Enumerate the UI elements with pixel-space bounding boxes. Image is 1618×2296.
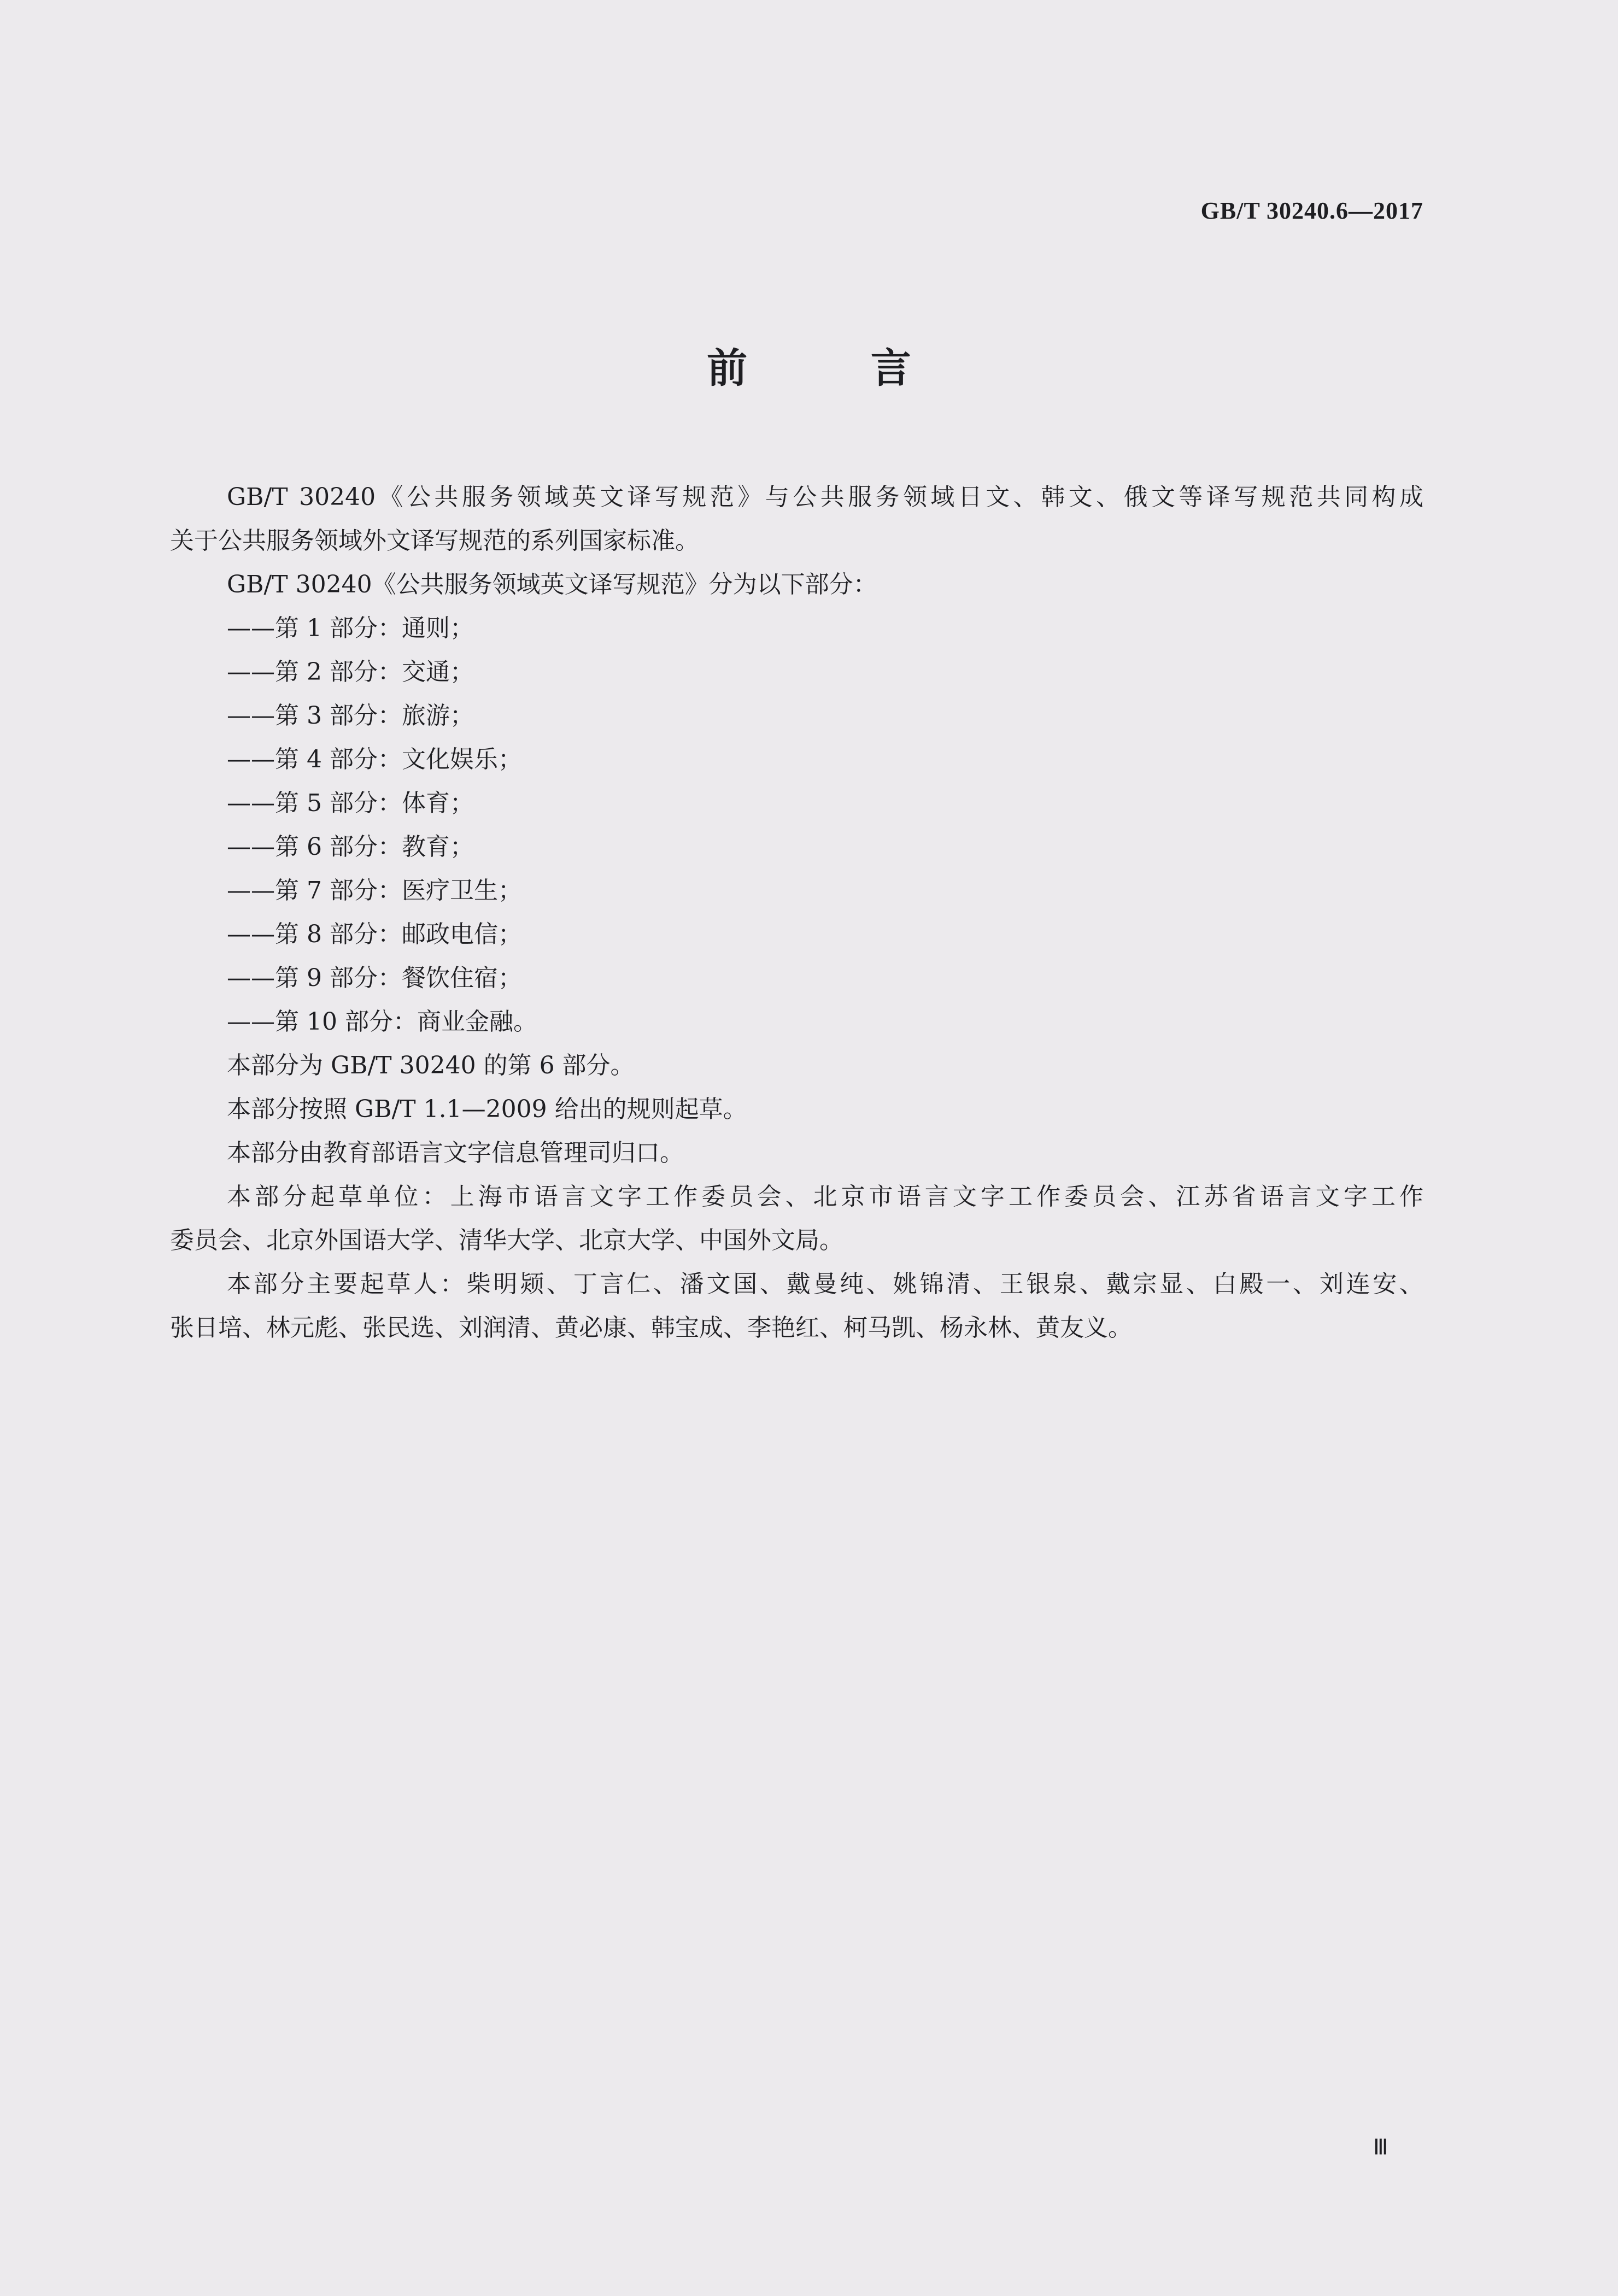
- standard-number: GB/T 30240.6—2017: [1200, 197, 1423, 224]
- list-item: ——第 9 部分：餐饮住宿；: [227, 964, 522, 992]
- list-item: ——第 8 部分：邮政电信；: [227, 920, 522, 948]
- list-item: ——第 3 部分：旅游；: [227, 702, 474, 730]
- page-number: Ⅲ: [1373, 2135, 1388, 2159]
- list-item: ——第 2 部分：交通；: [227, 658, 474, 686]
- paragraph: 本部分由教育部语言文字信息管理司归口。: [227, 1139, 684, 1167]
- paragraph-line: 本部分起草单位：上海市语言文字工作委员会、北京市语言文字工作委员会、江苏省语言文字工作: [227, 1183, 1423, 1211]
- list-item: ——第 10 部分：商业金融。: [227, 1008, 537, 1036]
- list-item: ——第 1 部分：通则；: [227, 614, 474, 642]
- paragraph: 本部分按照 GB/T 1.1—2009 给出的规则起草。: [227, 1095, 747, 1123]
- list-item: ——第 5 部分：体育；: [227, 789, 474, 817]
- paragraph: GB/T 30240《公共服务领域英文译写规范》分为以下部分：: [227, 571, 877, 598]
- paragraph-line: 关于公共服务领域外文译写规范的系列国家标准。: [170, 527, 699, 555]
- foreword-body: [170, 475, 1423, 1350]
- paragraph-line: 委员会、北京外国语大学、清华大学、北京大学、中国外文局。: [170, 1226, 843, 1254]
- list-item: ——第 7 部分：医疗卫生；: [227, 877, 522, 905]
- list-item: ——第 4 部分：文化娱乐；: [227, 745, 522, 773]
- paragraph: 本部分为 GB/T 30240 的第 6 部分。: [227, 1052, 635, 1079]
- paragraph-line: 张日培、林元彪、张民选、刘润清、黄必康、韩宝成、李艳红、柯马凯、杨永林、黄友义。: [170, 1314, 1132, 1342]
- paragraph-line: GB/T 30240《公共服务领域英文译写规范》与公共服务领域日文、韩文、俄文等译写规范共同构成: [227, 483, 1423, 511]
- page-title: 前 言: [707, 345, 966, 392]
- paragraph-line: 本部分主要起草人：柴明颎、丁言仁、潘文国、戴曼纯、姚锦清、王银泉、戴宗显、白殿一、刘连安、: [227, 1270, 1423, 1298]
- list-item: ——第 6 部分：教育；: [227, 833, 474, 861]
